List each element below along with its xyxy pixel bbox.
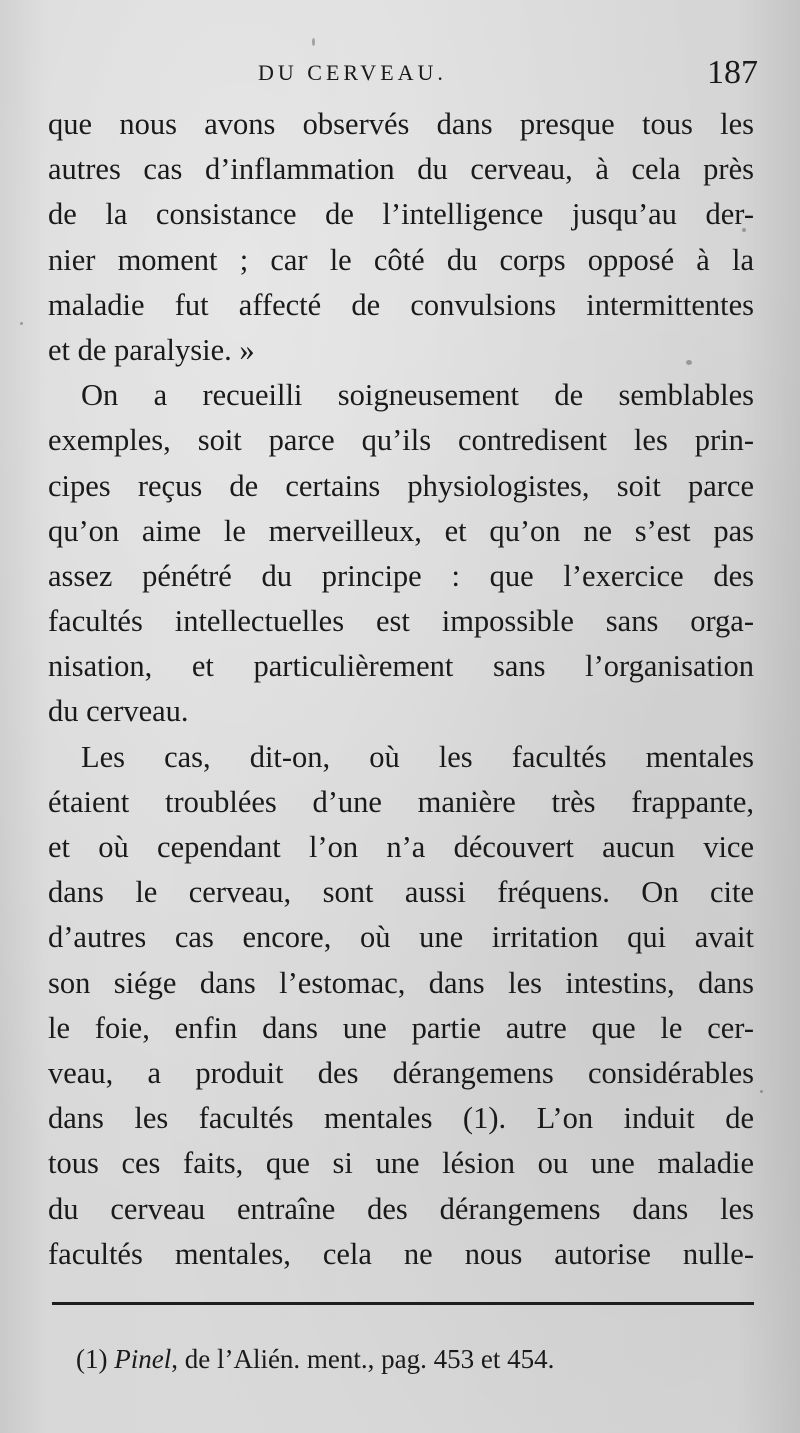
paper-speck (312, 38, 315, 46)
footnote-author: Pinel (114, 1344, 172, 1374)
text-line: que nous avons observés dans presque tous les (48, 107, 754, 141)
text-line: exemples, soit parce qu’ils contredisent les prin- (48, 423, 754, 458)
text-line: facultés intellectuelles est impossible sans orga- (48, 604, 754, 639)
text-line: autres cas d’inflammation du cerveau, à cela près (48, 152, 754, 187)
paper-speck (742, 228, 746, 232)
footnote (76, 1344, 554, 1375)
body-text (48, 102, 754, 1277)
paper-speck (20, 322, 23, 325)
text-line: son siége dans l’estomac, dans les intestins, dans (48, 965, 754, 1000)
text-line: veau, a produit des dérangemens considérables (48, 1055, 754, 1090)
text-line: nier moment ; car le côté du corps opposé à la (48, 242, 754, 277)
text-line: maladie fut affecté de convulsions intermittentes (48, 287, 754, 322)
page-header (48, 52, 758, 100)
text-line: nisation, et particulièrement sans l’organisation (48, 649, 754, 684)
text-line: tous ces faits, que si une lésion ou une maladie (48, 1146, 754, 1181)
text-line: cipes reçus de certains physiologistes, soit parce (48, 468, 754, 503)
text-line: d’autres cas encore, où une irritation qui avait (48, 920, 754, 955)
text-line: assez pénétré du principe : que l’exercice des (48, 558, 754, 593)
text-line: du cerveau entraîne des dérangemens dans les (48, 1191, 754, 1226)
footnote-marker: (1) (76, 1344, 108, 1374)
text-line: de la consistance de l’intelligence jusqu’au der- (48, 197, 754, 232)
paper-speck (760, 1090, 763, 1093)
text-line: facultés mentales, cela ne nous autorise nulle- (48, 1236, 754, 1271)
paper-speck (686, 360, 692, 365)
text-line: Les cas, dit-on, où les facultés mentales (81, 739, 754, 774)
footnote-rule (52, 1302, 754, 1305)
text-line: On a recueilli soigneusement de semblables (81, 378, 754, 413)
text-line: étaient troublées d’une manière très frappante, (48, 784, 754, 819)
text-line: et de paralysie. » (48, 332, 255, 367)
text-line: dans les facultés mentales (1). L’on induit de (48, 1101, 754, 1136)
footnote-citation: , de l’Alién. ment., pag. 453 et 454. (171, 1344, 555, 1374)
text-line: et où cependant l’on n’a découvert aucun vice (48, 830, 754, 864)
text-line: dans le cerveau, sont aussi fréquens. On cite (48, 875, 754, 910)
text-line: du cerveau. (48, 694, 189, 729)
running-head: DU CERVEAU. (258, 60, 447, 85)
text-line: qu’on aime le merveilleux, et qu’on ne s’est pas (48, 513, 754, 548)
text-line: le foie, enfin dans une partie autre que le cer- (48, 1010, 754, 1045)
page-number: 187 (707, 54, 758, 91)
